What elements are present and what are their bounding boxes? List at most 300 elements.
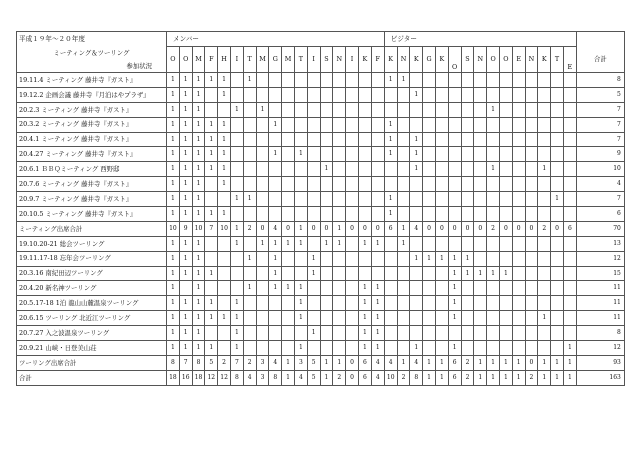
attendance-cell	[538, 296, 551, 311]
attendance-cell: 1	[487, 266, 500, 281]
attendance-cell: 1	[179, 207, 192, 222]
attendance-cell	[435, 87, 448, 102]
attendance-cell	[384, 236, 397, 251]
attendance-cell: 0	[307, 221, 320, 236]
attendance-cell	[563, 251, 576, 266]
attendance-cell	[512, 341, 525, 356]
attendance-cell	[551, 281, 564, 296]
attendance-cell	[448, 87, 461, 102]
attendance-cell	[525, 177, 538, 192]
attendance-cell	[371, 117, 384, 132]
attendance-cell	[371, 251, 384, 266]
attendance-cell: 16	[179, 370, 192, 385]
attendance-cell	[474, 311, 487, 326]
attendance-cell	[333, 102, 346, 117]
attendance-cell: 1	[167, 147, 180, 162]
attendance-cell: 1	[282, 370, 295, 385]
attendance-cell	[499, 132, 512, 147]
attendance-cell	[384, 177, 397, 192]
attendance-cell: 4	[371, 355, 384, 370]
attendance-cell: 1	[167, 341, 180, 356]
attendance-cell	[256, 73, 269, 88]
table-row	[17, 341, 625, 356]
attendance-cell	[269, 162, 282, 177]
attendance-cell	[423, 311, 436, 326]
attendance-cell	[294, 102, 307, 117]
attendance-cell	[269, 73, 282, 88]
attendance-cell	[423, 296, 436, 311]
attendance-cell	[551, 341, 564, 356]
attendance-cell: 1	[423, 370, 436, 385]
attendance-cell: 6	[448, 370, 461, 385]
attendance-cell	[423, 117, 436, 132]
attendance-cell	[397, 177, 410, 192]
attendance-cell: 1	[448, 341, 461, 356]
attendance-cell	[499, 281, 512, 296]
attendance-cell: 1	[294, 311, 307, 326]
attendance-cell	[256, 117, 269, 132]
attendance-cell	[423, 132, 436, 147]
attendance-cell: 18	[192, 370, 205, 385]
attendance-cell: 1	[167, 177, 180, 192]
attendance-cell: 1	[320, 370, 333, 385]
attendance-cell	[487, 73, 500, 88]
attendance-cell	[282, 102, 295, 117]
attendance-cell	[320, 147, 333, 162]
attendance-cell	[551, 132, 564, 147]
table-row	[17, 221, 625, 236]
row-label: 20.10.5 ミーティング 藤井寺『ガスト』	[17, 207, 167, 222]
attendance-cell	[499, 147, 512, 162]
attendance-cell	[487, 147, 500, 162]
attendance-cell: 1	[448, 311, 461, 326]
attendance-cell	[218, 192, 231, 207]
attendance-cell	[256, 326, 269, 341]
attendance-cell	[282, 162, 295, 177]
attendance-cell	[461, 117, 474, 132]
attendance-cell	[551, 147, 564, 162]
attendance-cell	[256, 87, 269, 102]
attendance-cell	[474, 117, 487, 132]
attendance-cell	[346, 102, 359, 117]
attendance-cell: 1	[179, 236, 192, 251]
attendance-cell	[294, 326, 307, 341]
attendance-cell	[551, 73, 564, 88]
attendance-cell	[320, 132, 333, 147]
attendance-cell: 12	[218, 370, 231, 385]
attendance-cell: 1	[167, 281, 180, 296]
attendance-cell	[435, 102, 448, 117]
table-row	[17, 117, 625, 132]
attendance-cell: 5	[307, 370, 320, 385]
attendance-cell: 1	[333, 355, 346, 370]
attendance-cell: 1	[358, 281, 371, 296]
table-row	[17, 311, 625, 326]
attendance-cell	[538, 117, 551, 132]
attendance-cell: 1	[167, 251, 180, 266]
attendance-cell: 1	[294, 147, 307, 162]
column-header: O	[167, 47, 180, 73]
attendance-cell	[538, 147, 551, 162]
table-row	[17, 177, 625, 192]
row-total: 7	[576, 132, 624, 147]
attendance-cell	[230, 177, 243, 192]
attendance-cell: 1	[192, 311, 205, 326]
attendance-cell	[487, 281, 500, 296]
total-column-header: 合計	[576, 47, 624, 73]
attendance-cell: 1	[410, 87, 423, 102]
column-header: K	[358, 47, 371, 73]
attendance-cell	[346, 326, 359, 341]
attendance-cell	[525, 266, 538, 281]
attendance-cell	[512, 207, 525, 222]
attendance-cell	[448, 132, 461, 147]
attendance-cell	[243, 132, 256, 147]
attendance-cell	[384, 102, 397, 117]
column-header: N	[397, 47, 410, 73]
attendance-cell	[563, 117, 576, 132]
attendance-cell: 1	[448, 251, 461, 266]
attendance-cell	[512, 102, 525, 117]
attendance-cell	[358, 117, 371, 132]
attendance-cell: 1	[384, 132, 397, 147]
attendance-cell	[397, 192, 410, 207]
attendance-cell: 1	[179, 251, 192, 266]
attendance-cell: 1	[192, 236, 205, 251]
attendance-cell	[333, 296, 346, 311]
attendance-cell: 6	[563, 221, 576, 236]
attendance-cell: 1	[205, 341, 218, 356]
attendance-cell	[474, 251, 487, 266]
attendance-cell	[487, 251, 500, 266]
attendance-subtitle: 参加状況	[17, 60, 167, 73]
attendance-cell: 4	[294, 370, 307, 385]
attendance-cell	[487, 87, 500, 102]
attendance-cell	[358, 102, 371, 117]
attendance-cell	[384, 326, 397, 341]
attendance-cell	[205, 236, 218, 251]
attendance-cell: 1	[384, 192, 397, 207]
attendance-cell	[333, 117, 346, 132]
attendance-cell: 1	[294, 281, 307, 296]
attendance-cell: 1	[487, 102, 500, 117]
attendance-cell	[410, 177, 423, 192]
table-row	[17, 192, 625, 207]
attendance-cell	[269, 192, 282, 207]
column-header: G	[423, 47, 436, 73]
attendance-cell: 1	[333, 221, 346, 236]
row-label: 20.4.20 新名神ツーリング	[17, 281, 167, 296]
attendance-cell	[435, 326, 448, 341]
row-label: 合計	[17, 370, 167, 385]
attendance-cell	[307, 207, 320, 222]
attendance-cell	[243, 326, 256, 341]
attendance-cell	[435, 147, 448, 162]
row-total: 11	[576, 296, 624, 311]
row-total: 70	[576, 221, 624, 236]
attendance-cell: 1	[423, 355, 436, 370]
attendance-cell	[461, 326, 474, 341]
attendance-cell: 1	[192, 192, 205, 207]
attendance-cell	[333, 177, 346, 192]
attendance-cell: 1	[167, 296, 180, 311]
attendance-cell	[346, 281, 359, 296]
attendance-cell: 1	[192, 117, 205, 132]
attendance-cell	[461, 177, 474, 192]
attendance-cell	[320, 281, 333, 296]
attendance-cell	[448, 162, 461, 177]
attendance-cell	[371, 207, 384, 222]
attendance-cell	[461, 162, 474, 177]
attendance-cell: 1	[167, 266, 180, 281]
attendance-cell	[551, 87, 564, 102]
attendance-cell	[461, 296, 474, 311]
attendance-cell	[435, 177, 448, 192]
attendance-cell: 1	[294, 221, 307, 236]
attendance-cell: 1	[358, 236, 371, 251]
attendance-cell	[512, 236, 525, 251]
attendance-cell	[461, 281, 474, 296]
attendance-cell	[499, 296, 512, 311]
attendance-cell: 10	[218, 221, 231, 236]
attendance-cell: 1	[269, 236, 282, 251]
attendance-cell	[512, 192, 525, 207]
attendance-cell	[499, 236, 512, 251]
attendance-cell	[435, 236, 448, 251]
attendance-cell	[333, 281, 346, 296]
row-label: 20.5.17-18 1泊 龍山山麓温泉ツーリング	[17, 296, 167, 311]
attendance-cell: 6	[358, 370, 371, 385]
row-label: 19.10.20-21 総会ツーリング	[17, 236, 167, 251]
attendance-cell	[563, 73, 576, 88]
attendance-cell	[307, 311, 320, 326]
attendance-cell: 1	[358, 296, 371, 311]
attendance-cell	[512, 147, 525, 162]
attendance-cell	[410, 207, 423, 222]
attendance-cell	[563, 192, 576, 207]
visitors-group-header: ビジター	[384, 32, 576, 47]
attendance-sheet	[16, 31, 624, 386]
attendance-cell: 2	[397, 370, 410, 385]
attendance-cell	[346, 73, 359, 88]
attendance-cell: 0	[525, 221, 538, 236]
attendance-cell	[256, 296, 269, 311]
attendance-cell	[371, 102, 384, 117]
attendance-cell: 0	[551, 221, 564, 236]
attendance-cell	[205, 251, 218, 266]
row-label: 19.12.2 企画会議 藤井寺『月泊はやプラザ』	[17, 87, 167, 102]
attendance-cell	[320, 311, 333, 326]
attendance-cell: 1	[179, 311, 192, 326]
attendance-cell	[307, 73, 320, 88]
table-row	[17, 207, 625, 222]
attendance-cell	[346, 266, 359, 281]
attendance-cell	[282, 177, 295, 192]
column-header: N	[474, 47, 487, 73]
attendance-cell	[512, 132, 525, 147]
table-row	[17, 102, 625, 117]
attendance-cell	[397, 162, 410, 177]
attendance-cell	[512, 326, 525, 341]
attendance-cell	[499, 87, 512, 102]
attendance-cell	[243, 296, 256, 311]
attendance-cell	[423, 147, 436, 162]
attendance-cell	[384, 311, 397, 326]
attendance-cell: 1	[192, 147, 205, 162]
attendance-cell	[333, 132, 346, 147]
attendance-cell: 1	[218, 177, 231, 192]
attendance-cell: 1	[192, 326, 205, 341]
attendance-cell	[525, 207, 538, 222]
attendance-cell	[499, 117, 512, 132]
attendance-cell	[384, 251, 397, 266]
column-header: H	[218, 47, 231, 73]
attendance-cell: 0	[346, 221, 359, 236]
column-header: K	[538, 47, 551, 73]
attendance-cell	[256, 162, 269, 177]
attendance-cell	[346, 296, 359, 311]
attendance-cell: 1	[192, 207, 205, 222]
attendance-cell: 2	[487, 221, 500, 236]
row-label: 20.6.15 ツーリング 北近江ツーリング	[17, 311, 167, 326]
attendance-cell: 2	[333, 370, 346, 385]
attendance-cell	[371, 132, 384, 147]
attendance-cell: 0	[461, 221, 474, 236]
attendance-cell: 1	[192, 132, 205, 147]
attendance-cell	[218, 341, 231, 356]
attendance-cell: 1	[410, 162, 423, 177]
attendance-cell: 1	[499, 266, 512, 281]
attendance-cell	[230, 281, 243, 296]
attendance-cell	[256, 207, 269, 222]
attendance-cell	[269, 132, 282, 147]
table-row	[17, 87, 625, 102]
attendance-cell	[538, 192, 551, 207]
attendance-cell: 1	[218, 87, 231, 102]
row-label: 20.9.21 山峡・日登美山荘	[17, 341, 167, 356]
attendance-cell: 1	[282, 281, 295, 296]
attendance-cell: 1	[538, 355, 551, 370]
attendance-cell	[294, 266, 307, 281]
attendance-cell: 2	[243, 221, 256, 236]
attendance-cell	[487, 132, 500, 147]
attendance-cell: 1	[384, 147, 397, 162]
attendance-cell	[320, 177, 333, 192]
attendance-cell: 1	[384, 117, 397, 132]
attendance-cell: 1	[243, 251, 256, 266]
attendance-cell	[435, 311, 448, 326]
attendance-cell	[243, 311, 256, 326]
attendance-cell: 1	[423, 251, 436, 266]
attendance-cell	[435, 73, 448, 88]
attendance-cell	[282, 73, 295, 88]
attendance-cell: 1	[243, 73, 256, 88]
attendance-cell	[397, 117, 410, 132]
attendance-cell	[487, 177, 500, 192]
attendance-cell: 1	[179, 73, 192, 88]
attendance-cell	[243, 117, 256, 132]
attendance-cell	[294, 192, 307, 207]
attendance-cell: 1	[230, 221, 243, 236]
row-total: 7	[576, 117, 624, 132]
column-header: N	[333, 47, 346, 73]
attendance-cell	[461, 147, 474, 162]
attendance-cell: 1	[371, 296, 384, 311]
attendance-cell	[538, 207, 551, 222]
column-header: M	[256, 47, 269, 73]
attendance-cell: 1	[294, 341, 307, 356]
attendance-cell: 1	[371, 311, 384, 326]
attendance-cell	[512, 266, 525, 281]
attendance-cell: 7	[205, 221, 218, 236]
attendance-cell	[423, 266, 436, 281]
table-row	[17, 296, 625, 311]
attendance-cell: 1	[205, 296, 218, 311]
attendance-cell: 1	[384, 207, 397, 222]
attendance-cell	[538, 326, 551, 341]
attendance-cell	[218, 102, 231, 117]
attendance-cell	[525, 147, 538, 162]
attendance-cell	[474, 236, 487, 251]
column-header: E	[563, 47, 576, 73]
attendance-cell	[499, 162, 512, 177]
row-label: 20.7.6 ミーティング 藤井寺『ガスト』	[17, 177, 167, 192]
attendance-cell: 1	[448, 281, 461, 296]
row-total: 163	[576, 370, 624, 385]
attendance-cell	[525, 281, 538, 296]
attendance-cell	[525, 296, 538, 311]
attendance-cell	[551, 162, 564, 177]
column-header: F	[371, 47, 384, 73]
attendance-cell	[307, 296, 320, 311]
attendance-cell	[282, 192, 295, 207]
attendance-cell: 1	[179, 296, 192, 311]
attendance-cell	[474, 73, 487, 88]
attendance-cell	[256, 281, 269, 296]
attendance-cell: 1	[218, 147, 231, 162]
attendance-cell	[307, 102, 320, 117]
attendance-cell	[499, 73, 512, 88]
row-total: 8	[576, 73, 624, 88]
attendance-cell: 1	[256, 236, 269, 251]
attendance-cell	[307, 236, 320, 251]
attendance-cell	[243, 236, 256, 251]
attendance-cell: 1	[307, 251, 320, 266]
attendance-cell: 1	[192, 251, 205, 266]
attendance-cell: 3	[294, 355, 307, 370]
attendance-cell	[333, 207, 346, 222]
header-row-title	[17, 47, 625, 60]
attendance-cell	[346, 87, 359, 102]
attendance-cell: 1	[294, 236, 307, 251]
column-header: M	[282, 47, 295, 73]
attendance-cell: 1	[179, 162, 192, 177]
attendance-cell	[410, 266, 423, 281]
attendance-cell	[307, 281, 320, 296]
attendance-cell	[487, 207, 500, 222]
attendance-cell	[512, 251, 525, 266]
attendance-cell	[423, 102, 436, 117]
attendance-cell: 1	[371, 341, 384, 356]
attendance-cell	[512, 311, 525, 326]
attendance-cell	[320, 341, 333, 356]
attendance-cell	[320, 207, 333, 222]
attendance-cell	[410, 326, 423, 341]
attendance-cell: 1	[397, 221, 410, 236]
attendance-cell	[320, 192, 333, 207]
table-row	[17, 281, 625, 296]
attendance-cell	[551, 117, 564, 132]
